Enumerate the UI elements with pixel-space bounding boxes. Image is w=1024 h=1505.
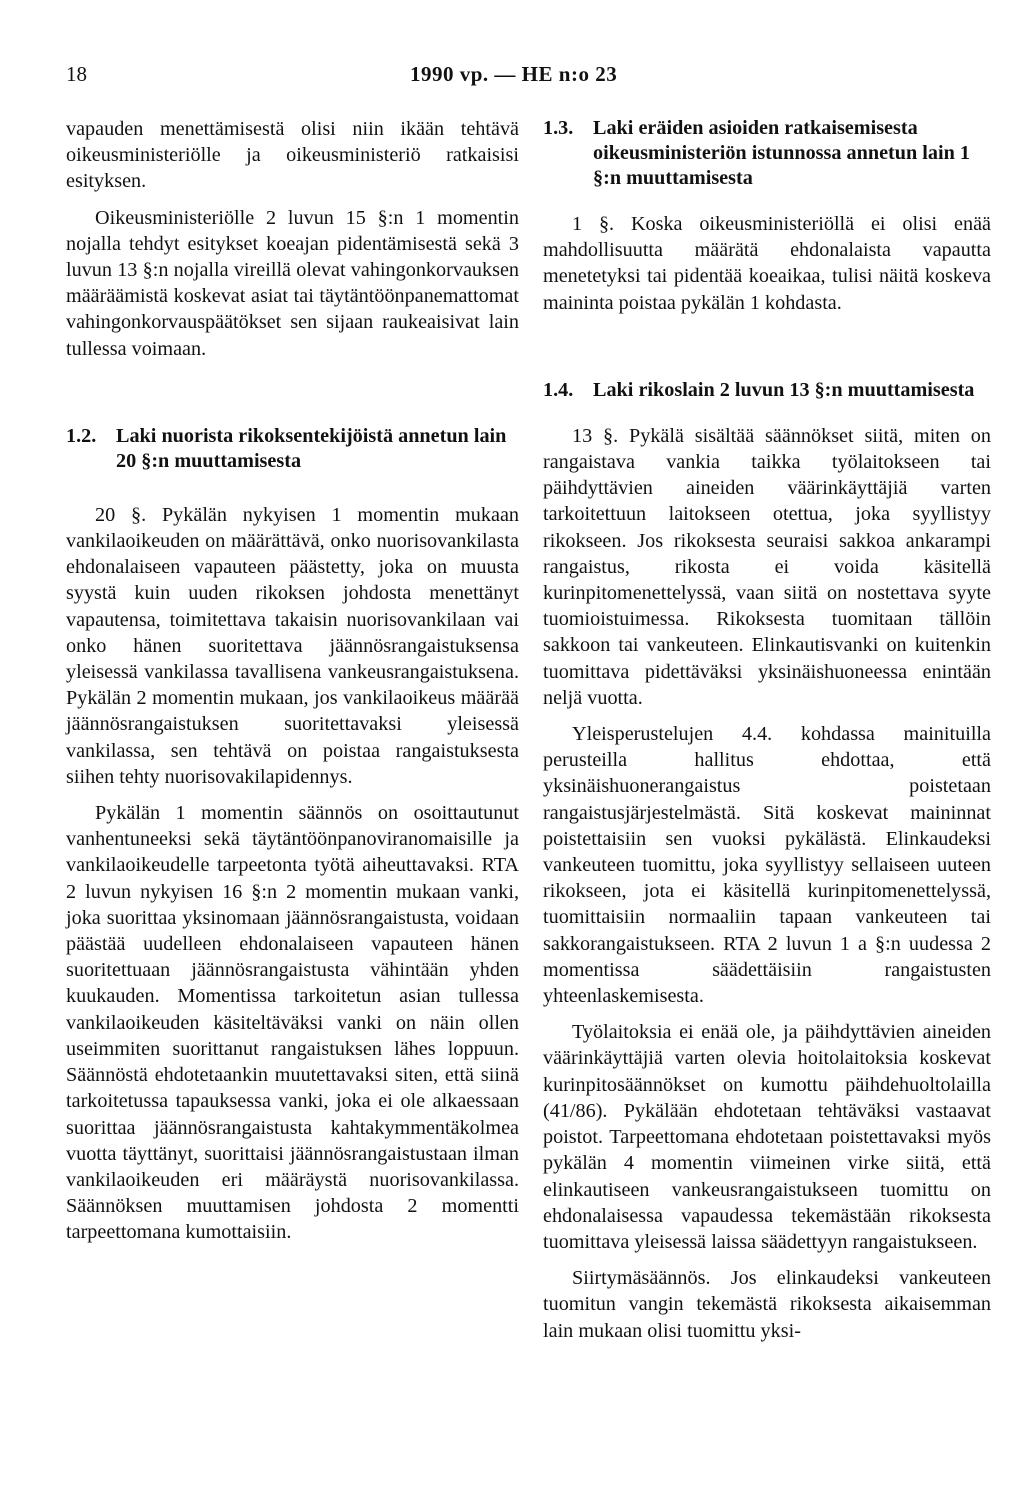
running-head: 1990 vp. — HE n:o 23 xyxy=(410,62,618,86)
section-title: Laki eräiden asioiden ratkaisemisesta oikeusministeriön istunnossa annetun lain 1 §:n muuttamisesta xyxy=(593,117,970,189)
section-number: 1.2. xyxy=(66,424,97,447)
section-heading-1-3 xyxy=(543,116,991,191)
left-column xyxy=(66,116,519,1256)
section-title: Laki nuorista rikoksentekijöistä annetun lain 20 §:n muuttamisesta xyxy=(116,424,507,472)
page-number: 18 xyxy=(66,62,87,86)
section-title: Laki rikoslain 2 luvun 13 §:n muuttamisesta xyxy=(593,378,975,401)
paragraph: 1 §. Koska oikeusministeriöllä ei olisi enää mahdollisuutta määrätä ehdonalaista vapautta menetetyksi tai pidentää koeaikaa, tulisi näitä koskeva maininta poistaa pykälän 1 kohdasta. xyxy=(543,213,991,314)
section-heading-1-4 xyxy=(543,378,991,403)
section-heading-1-2 xyxy=(66,424,519,474)
paragraph: Työlaitoksia ei enää ole, ja päihdyttävien aineiden väärinkäyttäjiä varten olevia hoitolaitoksia koskevat kurinpitosäännökset on kumottu päihdehuoltolailla (41/86). Pykälään ehdotetaan tehtäväksi vastaavat poistot. Tarpeettomana ehdotetaan poistettavaksi myös pykälän 4 momentin viimeinen virke siitä, että elinkautiseen vankeusrangaistukseen tuomittu on ehdonalaisessa vapaudessa tekemästään rikoksesta tuomittava yleisessä laissa säädettyyn rangaistukseen. xyxy=(543,1021,991,1253)
paragraph: Yleisperustelujen 4.4. kohdassa mainituilla perusteilla hallitus ehdottaa, että yksinäishuonerangaistus poistetaan rangaistusjärjestelmästä. Sitä koskevat maininnat poistettaisiin sen vuoksi pykälästä. Elinkaudeksi vankeuteen tuomittu, joka syyllistyy sellaiseen uuteen rikokseen, jota ei käsitellä kurinpitomenettelyssä, tuomittaisiin normaaliin tapaan vankeuteen tai sakkorangaistukseen. RTA 2 luvun 1 a §:n uudessa 2 momentissa säädettäisiin rangaistusten yhteenlaskemisesta. xyxy=(543,723,991,1008)
section-number: 1.4. xyxy=(543,378,574,401)
paragraph: Oikeusministeriölle 2 luvun 15 §:n 1 momentin nojalla tehdyt esitykset koeajan pidentämisestä sekä 3 luvun 13 §:n nojalla vireillä olevat vahingonkorvauksen määräämistä koskevat asiat tai täytäntöönpanemattomat vahingonkorvauspäätökset sen sijaan raukeaisivat lain tullessa voimaan. xyxy=(66,206,519,360)
paragraph: vapauden menettämisestä olisi niin ikään tehtävä oikeusministeriölle ja oikeusministeriö ratkaisisi esityksen. xyxy=(66,118,519,193)
paragraph: Siirtymäsäännös. Jos elinkaudeksi vankeuteen tuomitun vangin tekemästä rikoksesta aikaisemman lain mukaan olisi tuomittu yksi- xyxy=(543,1267,991,1342)
section-number: 1.3. xyxy=(543,117,574,139)
paragraph: 13 §. Pykälä sisältää säännökset siitä, miten on rangaistava vankia taikka työlaitokseen tai päihdyttävien aineiden väärinkäyttäjiä varten tarkoitettuun laitokseen otettua, joka syyllistyy rikokseen. Jos rikoksesta seuraisi sakkoa ankarampi rangaistus, rikosta ei voida käsitellä kurinpitomenettelyssä, vaan siitä on nostettava syyte tuomioistuimessa. Rikoksesta tuomitaan tällöin sakkoon tai vankeuteen. Elinkautisvanki on kuitenkin tuomittava pidettäväksi yksinäishuoneessa enintään neljä vuotta. xyxy=(543,424,991,709)
right-column xyxy=(543,116,991,1354)
page-header xyxy=(66,62,958,92)
paragraph: 20 §. Pykälän nykyisen 1 momentin mukaan vankilaoikeuden on määrättävä, onko nuorisovankilasta ehdonalaiseen vapauteen päästetty, joka on muusta syystä kuin uuden rikoksen johdosta menettänyt vapautensa, toimitettava takaisin nuorisovankilaan vai onko hänen suoritettava jäännösrangaistuksensa yleisessä vankilassa tavallisena vankeusrangaistuksena. Pykälän 2 momentin mukaan, jos vankilaoikeus määrää jäännösrangaistuksen suoritettavaksi yleisessä vankilassa, sen tehtävä on poistaa rangaistuksesta siihen tehty nuorisovakilapidennys. xyxy=(66,503,519,788)
paragraph: Pykälän 1 momentin säännös on osoittautunut vanhentuneeksi sekä täytäntöönpanoviranomaisille ja vankilaoikeudelle tarpeetonta työtä aiheuttavaksi. RTA 2 luvun nykyisen 16 §:n 2 momentin mukaan vanki, joka suorittaa yksinomaan jäännösrangaistusta, voidaan päästää uudelleen ehdonalaiseen vapauteen hänen suoritettuaan jäännösrangaistusta vähintään yhden kuukauden. Momentissa tarkoitetun asian tullessa vankilaoikeuden käsiteltäväksi vanki on näin ollen useimmiten suorittanut rangaistuksen lähes loppuun. Säännöstä ehdotetaankin muutettavaksi siten, että siinä tarkoitetussa tapauksessa vanki, joka ei ole alkaessaan suorittaa jäännösrangaistusta kahtakymmentäkolmea vuotta täyttänyt, suorittaisi jäännösrangaistustaan ilman vankilaoikeuden eri määräystä nuorisovankilassa. Säännöksen muuttamisen johdosta 2 momentti tarpeettomana kumottaisiin. xyxy=(66,802,519,1244)
